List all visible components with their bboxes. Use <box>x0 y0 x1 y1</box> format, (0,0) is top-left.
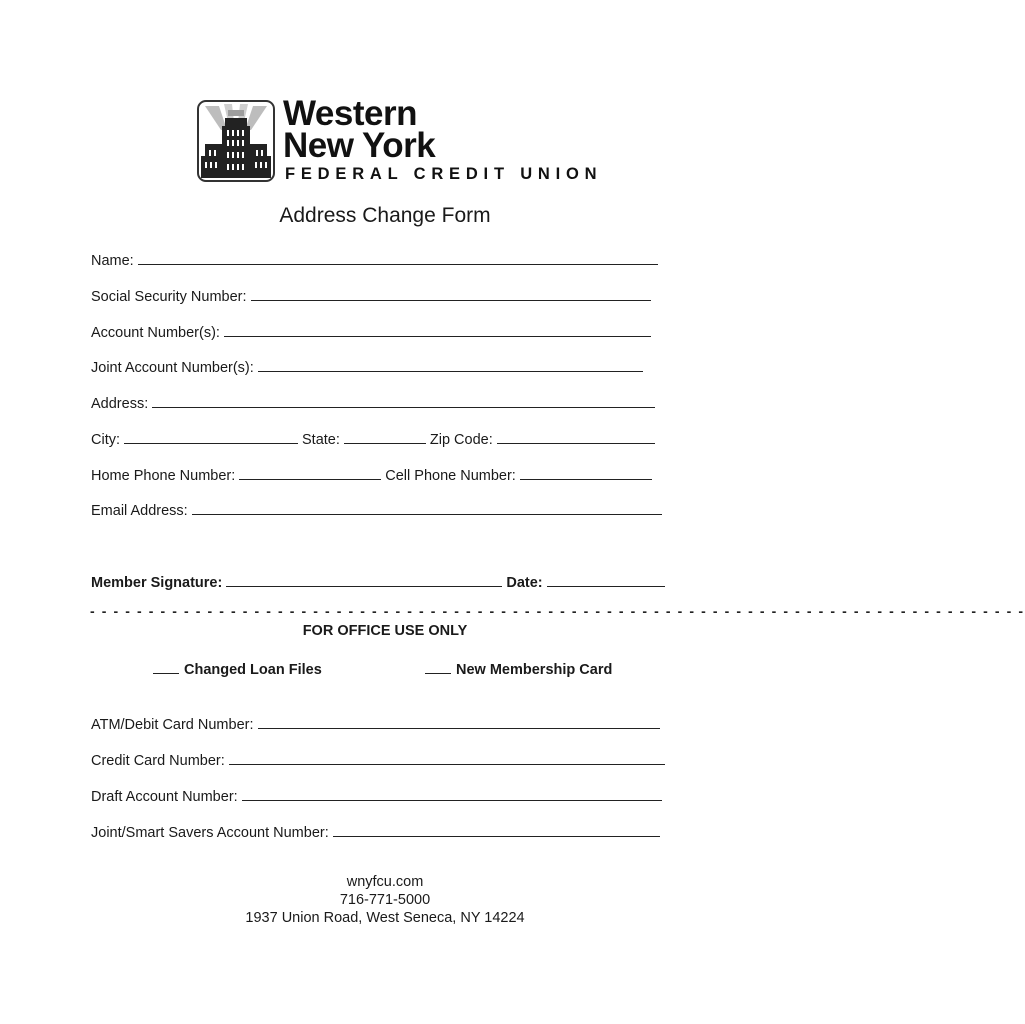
new-membership-card-label: New Membership Card <box>456 662 613 678</box>
joint-smart-savers-row <box>91 821 660 841</box>
atm-debit-label: ATM/Debit Card Number: <box>91 717 254 733</box>
atm-debit-field[interactable] <box>258 713 660 729</box>
address-row <box>91 392 655 412</box>
address-field[interactable] <box>152 392 655 408</box>
form-title: Address Change Form <box>279 204 491 227</box>
zip-field[interactable] <box>497 428 655 444</box>
changed-loan-files-check <box>153 659 322 678</box>
cell-phone-label: Cell Phone Number: <box>385 468 516 484</box>
joint-account-numbers-label: Joint Account Number(s): <box>91 360 254 376</box>
date-label: Date: <box>506 575 543 591</box>
home-phone-field[interactable] <box>239 464 381 480</box>
email-row <box>91 499 662 519</box>
phone-row <box>91 464 652 484</box>
website-text: wnyfcu.com <box>346 874 424 890</box>
logo-subtitle: FEDERAL CREDIT UNION <box>285 165 603 183</box>
phone-text: 716-771-5000 <box>339 892 431 908</box>
dashed-separator: - - - - - - - - - - - - - - - - - - - - - - - - - - - - - - - - - - - - - - - - - - - - - - - - - - - - - - - - - - - - - - - - - - - - - - - - - - - - - - - - <box>90 603 1025 619</box>
draft-account-field[interactable] <box>242 785 662 801</box>
joint-smart-savers-field[interactable] <box>333 821 660 837</box>
cell-phone-field[interactable] <box>520 464 652 480</box>
ssn-field[interactable] <box>251 285 651 301</box>
ssn-row <box>91 285 651 305</box>
footer-contact <box>0 873 770 927</box>
address-label: Address: <box>91 396 149 412</box>
joint-account-numbers-row <box>91 356 643 376</box>
name-field[interactable] <box>138 249 658 265</box>
city-hall-building-icon <box>197 100 275 182</box>
home-phone-label: Home Phone Number: <box>91 468 236 484</box>
account-numbers-field[interactable] <box>224 321 651 337</box>
ssn-label: Social Security Number: <box>91 289 247 305</box>
changed-loan-files-checkbox[interactable] <box>153 659 179 674</box>
changed-loan-files-label: Changed Loan Files <box>184 662 322 678</box>
credit-card-field[interactable] <box>229 749 665 765</box>
city-state-zip-row <box>91 428 655 448</box>
new-membership-card-check <box>425 659 612 678</box>
member-signature-label: Member Signature: <box>91 575 223 591</box>
draft-account-row <box>91 785 662 805</box>
street-address-text: 1937 Union Road, West Seneca, NY 14224 <box>245 910 525 926</box>
logo-name <box>283 94 436 165</box>
member-signature-field[interactable] <box>226 571 502 587</box>
city-field[interactable] <box>124 428 298 444</box>
draft-account-label: Draft Account Number: <box>91 789 238 805</box>
date-field[interactable] <box>547 571 665 587</box>
state-field[interactable] <box>344 428 426 444</box>
credit-card-row <box>91 749 665 769</box>
name-label: Name: <box>91 253 134 269</box>
name-row <box>91 249 658 269</box>
joint-account-numbers-field[interactable] <box>258 356 643 372</box>
account-numbers-label: Account Number(s): <box>91 325 220 341</box>
office-use-heading: FOR OFFICE USE ONLY <box>302 623 468 639</box>
atm-debit-row <box>91 713 660 733</box>
joint-smart-savers-label: Joint/Smart Savers Account Number: <box>91 825 329 841</box>
city-label: City: <box>91 432 120 448</box>
credit-card-label: Credit Card Number: <box>91 753 225 769</box>
new-membership-card-checkbox[interactable] <box>425 659 451 674</box>
logo-name-line2: New York <box>283 126 436 165</box>
account-numbers-row <box>91 321 651 341</box>
zip-label: Zip Code: <box>429 432 493 448</box>
email-label: Email Address: <box>91 503 188 519</box>
state-label: State: <box>302 432 340 448</box>
email-field[interactable] <box>192 499 662 515</box>
signature-row <box>91 571 665 591</box>
logo-name-line1: Western <box>283 94 417 133</box>
credit-union-logo <box>197 94 603 186</box>
